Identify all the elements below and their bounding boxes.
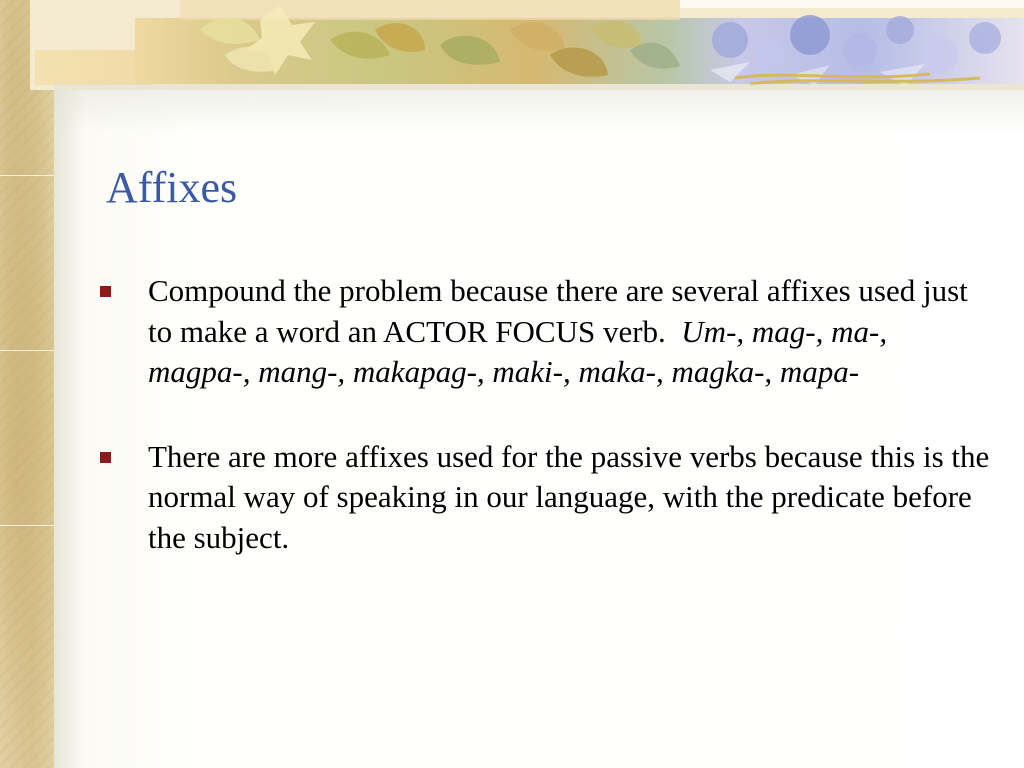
square-bullet-icon — [100, 452, 111, 463]
strip-divider — [0, 525, 54, 526]
bullet-item — [96, 271, 996, 393]
strip-divider — [0, 175, 54, 176]
affix-list: Um-, mag-, ma-, magpa-, mang-, makapag-, maki-, maka-, magka-, mapa- — [148, 313, 888, 389]
square-bullet-icon — [100, 286, 111, 297]
banner-shadow — [54, 84, 1024, 134]
parchment-strip — [0, 0, 54, 768]
bullet-list — [96, 271, 996, 558]
bullet-item — [96, 437, 996, 559]
decorative-banner — [30, 0, 1024, 90]
slide-title: Affixes — [106, 163, 238, 212]
bullet-text: There are more affixes used for the passive verbs because this is the normal way of speaking in our language, with the predicate before the subject. — [148, 438, 990, 555]
strip-divider — [0, 350, 54, 351]
bullet-text: Compound the problem because there are several affixes used just to make a word an ACTOR FOCUS verb. — [148, 273, 968, 349]
